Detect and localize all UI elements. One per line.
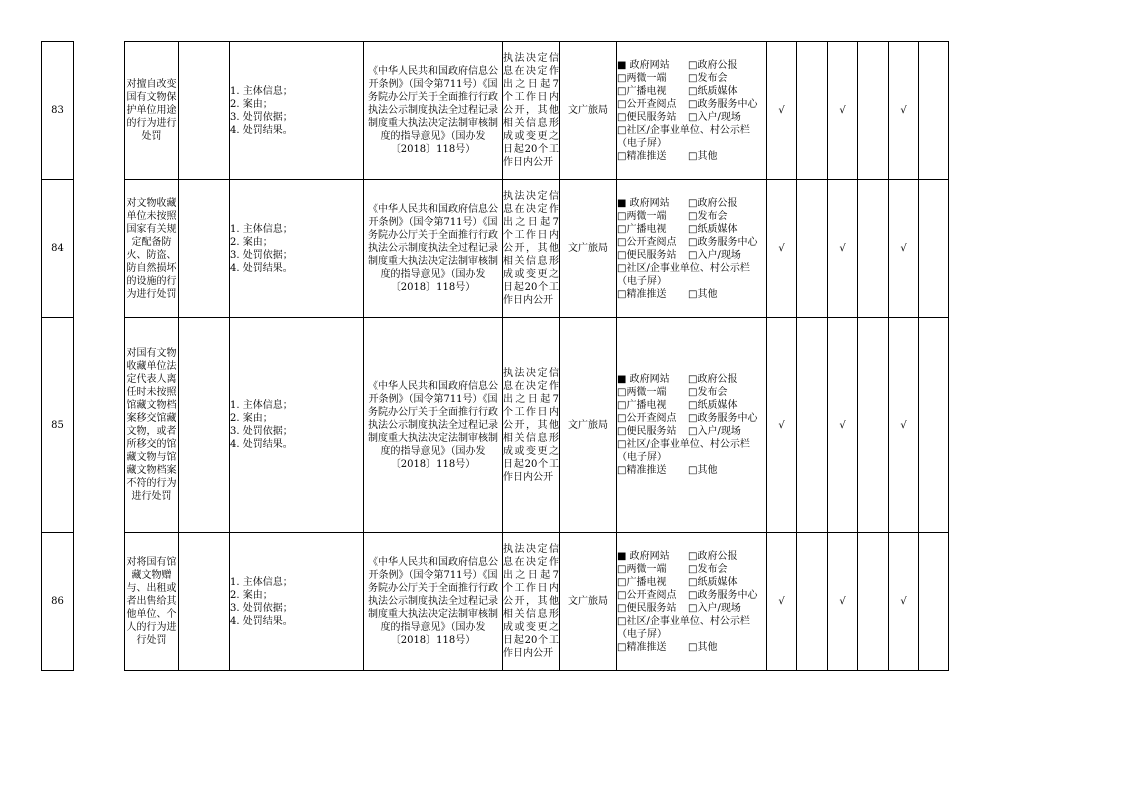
channel-option: ■ 政府网站 — [617, 59, 670, 71]
channel-option: □精准推送 — [617, 288, 667, 300]
table-row — [42, 180, 949, 318]
table-row — [42, 533, 949, 671]
check-cell: √ — [889, 180, 919, 318]
check-cell — [858, 180, 889, 318]
channel-row — [617, 628, 766, 641]
channel-row — [617, 72, 766, 85]
channel-option: □便民服务站 — [617, 249, 677, 261]
channel-option: □两微一端 — [617, 563, 667, 575]
channel-option: □政务服务中心 — [688, 413, 758, 424]
content-line: 3. 处罚依据； — [230, 111, 293, 123]
spacer-cell — [74, 318, 125, 533]
channel-row — [617, 137, 766, 150]
channel-row — [617, 150, 766, 163]
content-line: 1. 主体信息； — [230, 223, 293, 235]
channel-option: □发布会 — [688, 387, 728, 398]
disclosure-time: 执法决定信息在决定作出之日起7个工作日内公开，其他相关信息形成或变更之日起20个工作日内公开 — [503, 42, 560, 180]
content-line: 1. 主体信息； — [230, 576, 293, 588]
channel-option: □精准推送 — [617, 150, 667, 162]
channel-option: □公开查阅点 — [617, 98, 677, 110]
channel-row — [617, 210, 766, 223]
channel-row — [617, 425, 766, 438]
channel-row — [617, 550, 766, 563]
channel-option: （电子屏） — [617, 137, 667, 149]
channel-option: □其他 — [688, 641, 718, 653]
disclosure-time: 执法决定信息在决定作出之日起7个工作日内公开，其他相关信息形成或变更之日起20个工作日内公开 — [503, 533, 560, 671]
channel-row — [617, 399, 766, 412]
channel-option: （电子屏） — [617, 452, 667, 463]
content-line: 2. 案由； — [230, 589, 273, 601]
table-row — [42, 42, 949, 180]
channel-row — [617, 641, 766, 654]
channel-option: （电子屏） — [617, 275, 667, 287]
channel-row — [617, 111, 766, 124]
channel-row — [617, 412, 766, 425]
channel-option: □社区/企事业单位、村公示栏 — [617, 615, 750, 627]
matter-name: 对国有文物收藏单位法定代表人离任时未按照馆藏文物档案移交馆藏文物，或者所移交的馆藏文物与馆藏文物档案不符的行为进行处罚 — [125, 318, 179, 533]
check-cell: √ — [828, 180, 858, 318]
channel-option: □政府公报 — [688, 550, 738, 562]
disclosure-basis: 《中华人民共和国政府信息公开条例》（国令第711号）《国务院办公厅关于全面推行行政执法公示制度执法全过程记录制度重大执法决定法制审核制度的指导意见》（国办发〔2018〕118号） — [364, 533, 503, 671]
disclosure-department: 文广旅局 — [560, 42, 617, 180]
channel-option: （电子屏） — [617, 628, 667, 640]
channel-row — [617, 98, 766, 111]
channel-option: □发布会 — [688, 210, 728, 222]
content-line: 3. 处罚依据； — [230, 249, 293, 261]
check-cell: √ — [828, 42, 858, 180]
check-cell: √ — [889, 42, 919, 180]
channel-option: □广播电视 — [617, 400, 667, 411]
disclosure-department: 文广旅局 — [560, 533, 617, 671]
channel-row — [617, 85, 766, 98]
channel-option: □两微一端 — [617, 210, 667, 222]
channel-option: ■ 政府网站 — [617, 550, 670, 562]
channel-option: □公开查阅点 — [617, 413, 677, 424]
disclosure-time: 执法决定信息在决定作出之日起7个工作日内公开，其他相关信息形成或变更之日起20个工作日内公开 — [503, 180, 560, 318]
table-body — [42, 42, 949, 671]
channel-option: □两微一端 — [617, 72, 667, 84]
row-number: 86 — [42, 533, 74, 671]
channel-option: □入户/现场 — [688, 111, 741, 123]
channel-option: □社区/企事业单位、村公示栏 — [617, 262, 750, 274]
channel-row — [617, 576, 766, 589]
channel-option: □政府公报 — [688, 197, 738, 209]
channel-option: □广播电视 — [617, 85, 667, 97]
channel-option: □政务服务中心 — [688, 236, 758, 248]
content-line: 1. 主体信息； — [230, 400, 293, 411]
channel-option: □两微一端 — [617, 387, 667, 398]
check-cell: √ — [767, 42, 797, 180]
check-cell: √ — [828, 533, 858, 671]
channel-row — [617, 373, 766, 386]
check-cell — [797, 180, 828, 318]
disclosure-department: 文广旅局 — [560, 180, 617, 318]
channel-row — [617, 451, 766, 464]
channel-option: □公开查阅点 — [617, 236, 677, 248]
disclosure-basis: 《中华人民共和国政府信息公开条例》（国令第711号）《国务院办公厅关于全面推行行政执法公示制度执法全过程记录制度重大执法决定法制审核制度的指导意见》（国办发〔2018〕118号） — [364, 318, 503, 533]
check-cell: √ — [767, 318, 797, 533]
channel-option: □入户/现场 — [688, 249, 741, 261]
channel-option: □公开查阅点 — [617, 589, 677, 601]
disclosure-table-sheet — [41, 41, 949, 671]
channel-option: □便民服务站 — [617, 602, 677, 614]
disclosure-basis: 《中华人民共和国政府信息公开条例》（国令第711号）《国务院办公厅关于全面推行行政执法公示制度执法全过程记录制度重大执法决定法制审核制度的指导意见》（国办发〔2018〕118号） — [364, 42, 503, 180]
content-line: 4. 处罚结果。 — [230, 615, 293, 627]
channel-row — [617, 249, 766, 262]
disclosure-content — [230, 42, 364, 180]
check-cell — [797, 533, 828, 671]
sub-item-cell — [179, 180, 230, 318]
matter-name: 对文物收藏单位未按照国家有关规定配备防火、防盗、防自然损坏的设施的行为进行处罚 — [125, 180, 179, 318]
disclosure-channels — [617, 180, 767, 318]
content-line: 2. 案由； — [230, 413, 273, 424]
channel-row — [617, 563, 766, 576]
check-cell — [919, 318, 949, 533]
channel-option: □其他 — [688, 288, 718, 300]
channel-option: □社区/企事业单位、村公示栏 — [617, 124, 750, 136]
disclosure-time: 执法决定信息在决定作出之日起7个工作日内公开，其他相关信息形成或变更之日起20个工作日内公开 — [503, 318, 560, 533]
disclosure-channels — [617, 318, 767, 533]
content-line: 4. 处罚结果。 — [230, 262, 293, 274]
channel-option: □入户/现场 — [688, 426, 741, 437]
matter-name: 对擅自改变国有文物保护单位用途的行为进行处罚 — [125, 42, 179, 180]
channel-option: □政务服务中心 — [688, 98, 758, 110]
channel-option: □发布会 — [688, 72, 728, 84]
channel-row — [617, 615, 766, 628]
channel-option: □纸质媒体 — [688, 85, 738, 97]
channel-option: □纸质媒体 — [688, 223, 738, 235]
channel-row — [617, 602, 766, 615]
sub-item-cell — [179, 318, 230, 533]
matter-name: 对将国有馆藏文物赠与、出租或者出售给其他单位、个人的行为进行处罚 — [125, 533, 179, 671]
spacer-cell — [74, 42, 125, 180]
channel-row — [617, 464, 766, 477]
disclosure-content — [230, 180, 364, 318]
disclosure-table — [41, 41, 949, 671]
channel-row — [617, 262, 766, 275]
channel-option: □社区/企事业单位、村公示栏 — [617, 439, 750, 450]
disclosure-channels — [617, 42, 767, 180]
channel-option: □其他 — [688, 465, 718, 476]
channel-option: □政府公报 — [688, 59, 738, 71]
channel-option: □政务服务中心 — [688, 589, 758, 601]
spacer-cell — [74, 180, 125, 318]
content-line: 4. 处罚结果。 — [230, 124, 293, 136]
check-cell — [919, 533, 949, 671]
channel-option: □发布会 — [688, 563, 728, 575]
channel-option: □政府公报 — [688, 374, 738, 385]
check-cell: √ — [828, 318, 858, 533]
disclosure-channels — [617, 533, 767, 671]
check-cell — [797, 42, 828, 180]
content-line: 2. 案由； — [230, 98, 273, 110]
check-cell — [858, 42, 889, 180]
content-line: 1. 主体信息； — [230, 85, 293, 97]
content-line: 4. 处罚结果。 — [230, 439, 293, 450]
disclosure-department: 文广旅局 — [560, 318, 617, 533]
channel-option: □广播电视 — [617, 576, 667, 588]
channel-row — [617, 197, 766, 210]
sub-item-cell — [179, 42, 230, 180]
channel-row — [617, 124, 766, 137]
disclosure-content — [230, 533, 364, 671]
channel-row — [617, 288, 766, 301]
channel-option: □入户/现场 — [688, 602, 741, 614]
channel-row — [617, 386, 766, 399]
channel-row — [617, 275, 766, 288]
channel-option: □便民服务站 — [617, 426, 677, 437]
check-cell: √ — [889, 318, 919, 533]
channel-option: □便民服务站 — [617, 111, 677, 123]
check-cell: √ — [767, 533, 797, 671]
table-row — [42, 318, 949, 533]
row-number: 85 — [42, 318, 74, 533]
check-cell: √ — [889, 533, 919, 671]
channel-option: □纸质媒体 — [688, 576, 738, 588]
channel-option: □精准推送 — [617, 641, 667, 653]
row-number: 84 — [42, 180, 74, 318]
check-cell — [858, 533, 889, 671]
channel-option: □其他 — [688, 150, 718, 162]
check-cell: √ — [767, 180, 797, 318]
channel-option: □广播电视 — [617, 223, 667, 235]
channel-row — [617, 59, 766, 72]
channel-row — [617, 236, 766, 249]
channel-row — [617, 589, 766, 602]
sub-item-cell — [179, 533, 230, 671]
channel-row — [617, 438, 766, 451]
check-cell — [919, 180, 949, 318]
row-number: 83 — [42, 42, 74, 180]
check-cell — [797, 318, 828, 533]
content-line: 3. 处罚依据； — [230, 602, 293, 614]
spacer-cell — [74, 533, 125, 671]
disclosure-basis: 《中华人民共和国政府信息公开条例》（国令第711号）《国务院办公厅关于全面推行行政执法公示制度执法全过程记录制度重大执法决定法制审核制度的指导意见》（国办发〔2018〕118号） — [364, 180, 503, 318]
check-cell — [919, 42, 949, 180]
channel-option: ■ 政府网站 — [617, 197, 670, 209]
content-line: 2. 案由； — [230, 236, 273, 248]
check-cell — [858, 318, 889, 533]
content-line: 3. 处罚依据； — [230, 426, 293, 437]
channel-option: □精准推送 — [617, 465, 667, 476]
channel-option: □纸质媒体 — [688, 400, 738, 411]
channel-row — [617, 223, 766, 236]
disclosure-content — [230, 318, 364, 533]
channel-option: ■ 政府网站 — [617, 374, 670, 385]
